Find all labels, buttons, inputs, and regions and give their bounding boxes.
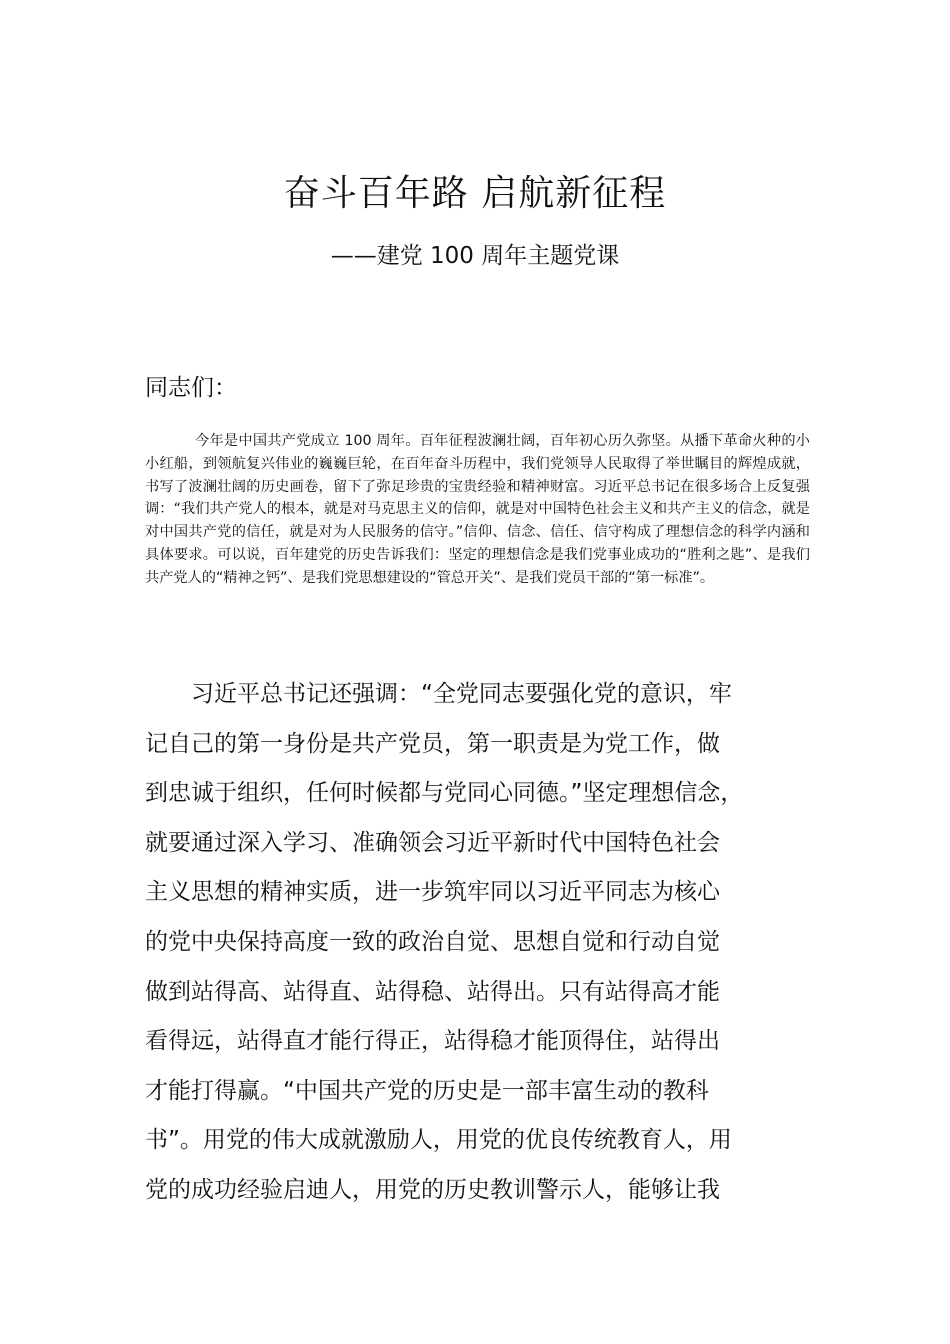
body-paragraph-2 xyxy=(145,670,835,1216)
paragraph-line: 的党中央保持高度一致的政治自觉、思想自觉和行动自觉 xyxy=(145,928,720,955)
body-paragraph-1: 今年是中国共产党成立 100 周年。百年征程波澜壮阔，百年初心历久弥坚。从播下革命火种的小小红船，到领航复兴伟业的巍巍巨轮，在百年奋斗历程中，我们党领导人民取得了举世瞩目的辉煌成就，书写了波澜壮阔的历史画卷，留下了弥足珍贵的宝贵经验和精神财富。习近平总书记在很多场合上反复强调：“我们共产党人的根本，就是对马克思主义的信仰，就是对中国特色社会主义和共产主义的信念，就是对中国共产党的信任，就是对为人民服务的信守。”信仰、信念、信任、信守构成了理想信念的科学内涵和具体要求。可以说，百年建党的历史告诉我们：坚定的理想信念是我们党事业成功的“胜利之匙”、是我们共产党人的“精神之钙”、是我们党思想建设的“管总开关”、是我们党员干部的“第一标准”。 xyxy=(145,433,810,586)
document-subtitle: ——建党 100 周年主题党课 xyxy=(330,243,620,269)
paragraph-line: 才能打得赢。“中国共产党的历史是一部丰富生动的教科 xyxy=(145,1077,709,1104)
paragraph-line: 习近平总书记还强调：“全党同志要强化党的意识，牢 xyxy=(145,681,732,707)
paragraph-line: 记自己的第一身份是共产党员，第一职责是为党工作，做 xyxy=(145,730,720,757)
paragraph-line: 看得远，站得直才能行得正，站得稳才能顶得住，站得出 xyxy=(145,1028,720,1055)
paragraph-line: 党的成功经验启迪人，用党的历史教训警示人，能够让我 xyxy=(145,1176,720,1203)
paragraph-line: 到忠诚于组织，任何时候都与党同心同德。”坚定理想信念， xyxy=(145,780,744,807)
paragraph-line: 主义思想的精神实质，进一步筑牢同以习近平同志为核心 xyxy=(145,879,720,906)
document-title: 奋斗百年路 启航新征程 xyxy=(283,173,667,214)
paragraph-line: 做到站得高、站得直、站得稳、站得出。只有站得高才能 xyxy=(145,978,720,1005)
paragraph-line: 就要通过深入学习、准确领会习近平新时代中国特色社会 xyxy=(145,829,720,856)
paragraph-line: 书”。用党的伟大成就激励人，用党的优良传统教育人，用 xyxy=(145,1127,732,1154)
salutation: 同志们： xyxy=(145,375,237,401)
